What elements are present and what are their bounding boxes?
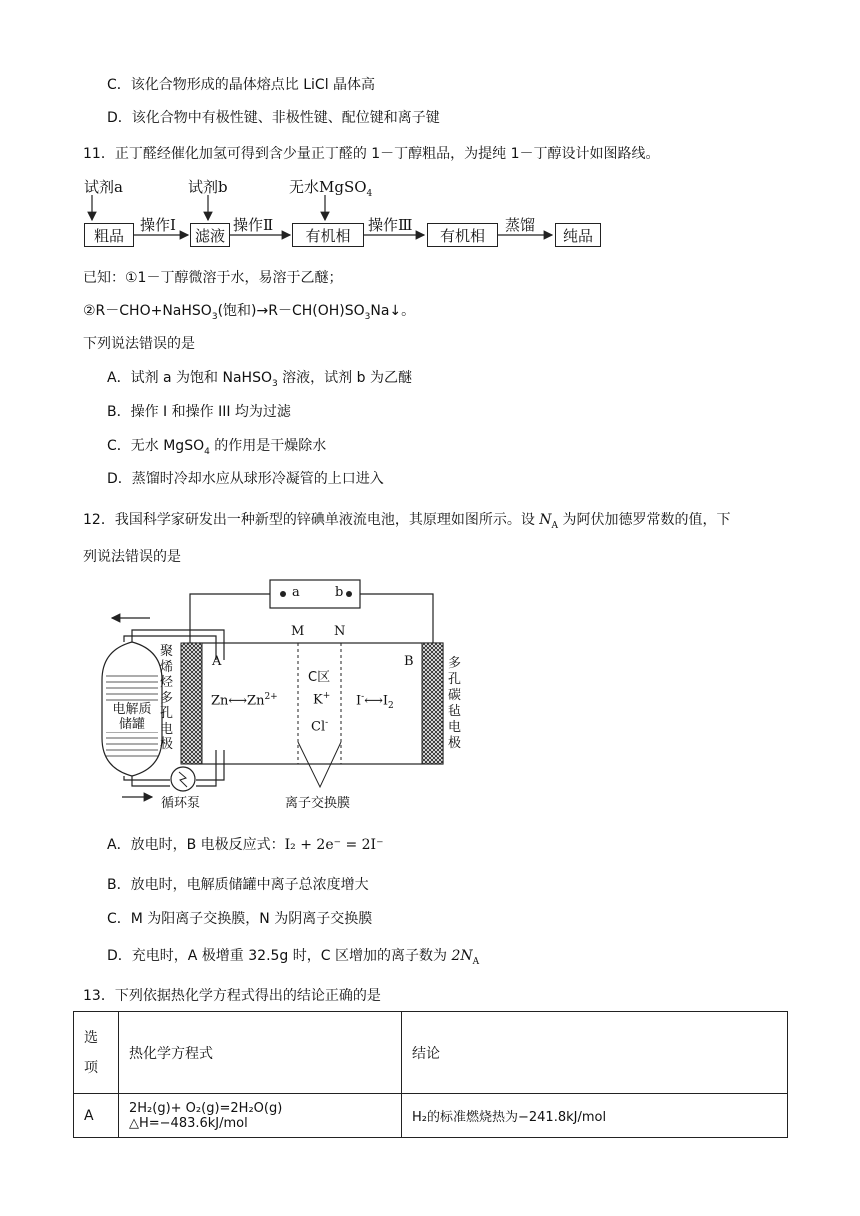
q11-option-b: B．操作 I 和操作 III 均为过滤: [107, 404, 291, 420]
op-2-label: 操作Ⅱ: [233, 216, 274, 234]
q12-option-d: D．充电时，A 极增重 32.5g 时，C 区增加的离子数为 $2N_A$: [107, 948, 480, 967]
electrolyte-tank-label: 电解质 储罐: [106, 702, 158, 732]
iodine-equilibrium: $I^-⟷I_2$: [356, 692, 394, 711]
q13-stem: 13．下列依据热化学方程式得出的结论正确的是: [83, 988, 381, 1004]
left-electrode-label: 聚 烯 烃 多 孔 电 极: [160, 644, 174, 752]
flow-box-organic-1: 有机相: [292, 223, 364, 247]
q11-known-2: ②R－CHO+NaHSO$_3$(饱和)$\to R-CH(OH)SO_3Na↓$。: [83, 303, 416, 322]
reagent-mgso4-label: 无水MgSO$_4$: [289, 178, 373, 199]
membrane-label: 离子交换膜: [285, 796, 351, 811]
header-conclusion: 结论: [402, 1012, 788, 1094]
c-zone-label: C区: [308, 670, 331, 685]
label-n: N: [334, 624, 346, 639]
table-row: [74, 1094, 788, 1138]
flow-box-filtrate: 滤液: [190, 223, 230, 247]
q12-option-c: C．M 为阳离子交换膜，N 为阴离子交换膜: [107, 911, 373, 927]
q11-known-1: 已知：①1－丁醇微溶于水，易溶于乙醚；: [83, 270, 343, 286]
q11-option-d: D．蒸馏时冷却水应从球形冷凝管的上口进入: [107, 471, 384, 487]
q13-table: [73, 1011, 788, 1138]
label-a: A: [212, 654, 222, 669]
row-equation: 2H₂(g)+ O₂(g)=2H₂O(g) △H=−483.6kJ/mol: [119, 1094, 402, 1138]
q10-option-d: D．该化合物中有极性键、非极性键、配位键和离子键: [107, 110, 440, 126]
q12-stem-line2: 列说法错误的是: [83, 549, 181, 565]
q12-stem-line1: 12．我国科学家研发出一种新型的锌碘单液流电池，其原理如图所示。设 $N_A$ 为阿伏加德罗常数的值，下: [83, 512, 731, 531]
distill-label: 蒸馏: [505, 216, 536, 234]
reagent-b-label: 试剂b: [188, 178, 228, 196]
terminal-a: a: [292, 585, 300, 600]
header-option: 选 项: [74, 1012, 119, 1094]
flow-box-organic-2: 有机相: [427, 223, 498, 247]
header-equation: 热化学方程式: [119, 1012, 402, 1094]
table-header-row: [74, 1012, 788, 1094]
label-m: M: [291, 624, 305, 639]
q11-ask: 下列说法错误的是: [83, 336, 195, 352]
reagent-a-label: 试剂a: [84, 178, 123, 196]
q11-stem: 11．正丁醛经催化加氢可得到含少量正丁醛的 1－丁醇粗品，为提纯 1－丁醇设计如图路线。: [83, 146, 660, 162]
row-option: A: [74, 1094, 119, 1138]
q10-option-c: C．该化合物形成的晶体熔点比 LiCl 晶体高: [107, 77, 376, 93]
k-ion: K+: [313, 691, 331, 708]
label-b: B: [404, 654, 414, 669]
flow-box-crude: 粗品: [84, 223, 134, 247]
terminal-b: b: [335, 585, 344, 600]
op-3-label: 操作Ⅲ: [368, 216, 413, 234]
q12-option-a: A．放电时，B 电极反应式：I₂ + 2e⁻ = 2I⁻: [107, 837, 384, 853]
op-1-label: 操作Ⅰ: [140, 216, 176, 234]
zn-equilibrium: $Zn⟷Zn^{2+}$: [211, 692, 278, 709]
q11-option-a: A．试剂 a 为饱和 NaHSO$_3$ 溶液，试剂 b 为乙醚: [107, 370, 412, 389]
q11-option-c: C．无水 MgSO$_4$ 的作用是干燥除水: [107, 438, 327, 457]
flow-box-pure: 纯品: [555, 223, 601, 247]
cl-ion: Cl-: [311, 718, 329, 735]
pump-label: 循环泵: [161, 796, 201, 811]
row-conclusion: H₂的标准燃烧热为−241.8kJ/mol: [402, 1094, 788, 1138]
q12-option-b: B．放电时，电解质储罐中离子总浓度增大: [107, 877, 369, 893]
right-electrode-label: 多 孔 碳 毡 电 极: [448, 656, 462, 751]
